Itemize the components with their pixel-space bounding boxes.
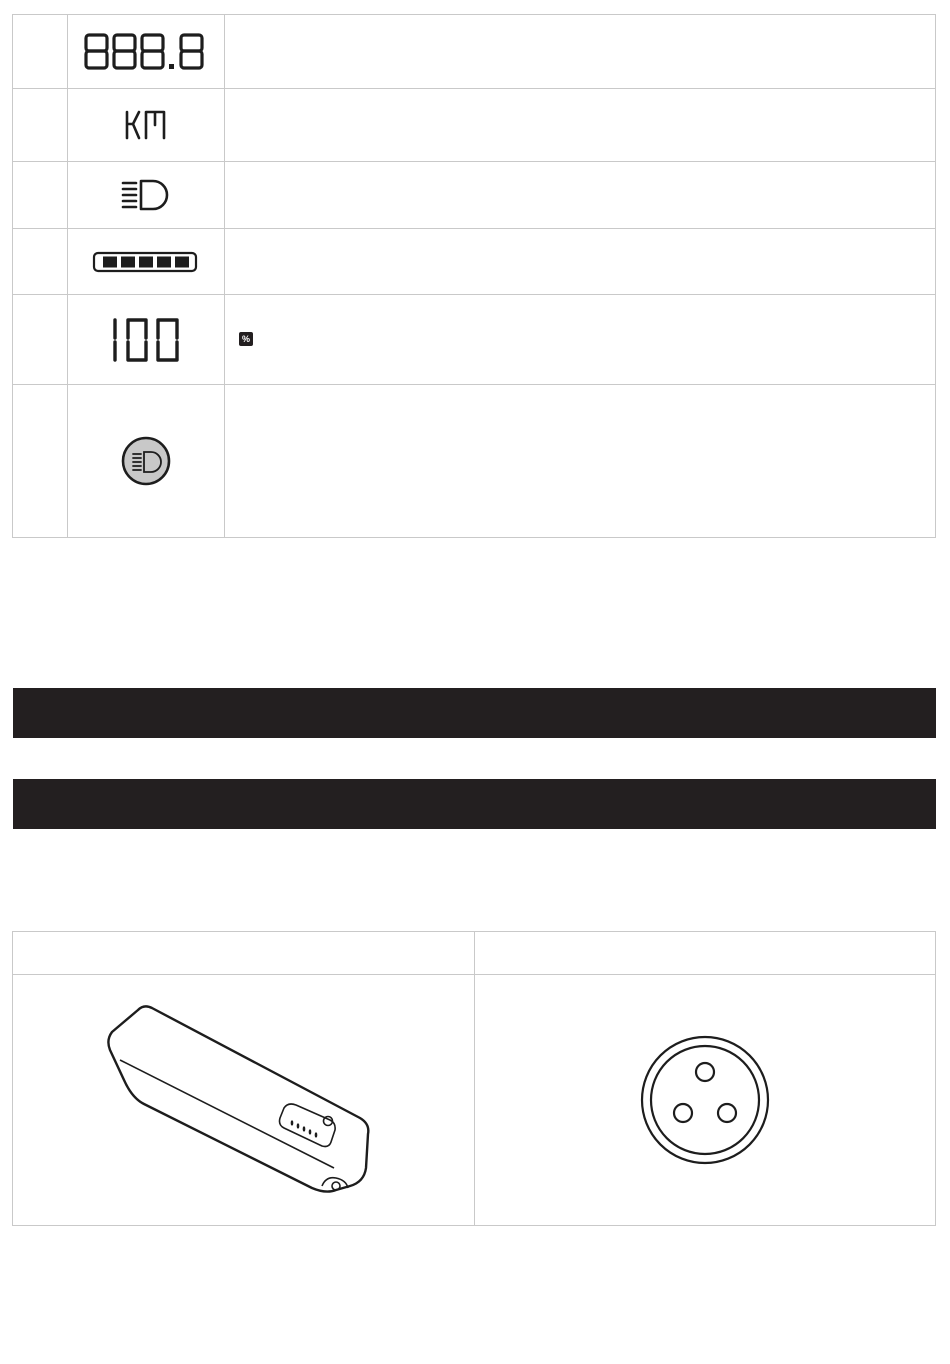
header-cell <box>474 932 936 975</box>
description-cell <box>225 15 936 89</box>
km-unit-icon <box>124 109 168 141</box>
icon-cell <box>68 295 225 385</box>
percent-badge: % <box>239 332 253 346</box>
description-cell <box>225 229 936 295</box>
table-row <box>13 162 936 229</box>
battery-segment <box>157 256 171 267</box>
description-cell <box>225 89 936 162</box>
row-number-cell <box>13 162 68 229</box>
display-icons-table <box>12 14 936 538</box>
charging-port-image-cell <box>474 975 936 1226</box>
battery-segment <box>103 256 117 267</box>
table-row <box>13 295 936 385</box>
battery-segment <box>175 256 189 267</box>
icon-cell <box>68 229 225 295</box>
table-row <box>13 229 936 295</box>
row-number-cell <box>13 229 68 295</box>
icon-cell <box>68 385 225 538</box>
icon-cell <box>68 15 225 89</box>
row-number-cell <box>13 15 68 89</box>
header-cell <box>13 932 475 975</box>
table-row <box>13 975 936 1226</box>
seven-segment-100-icon <box>109 316 183 364</box>
row-number-cell <box>13 385 68 538</box>
table-row <box>13 89 936 162</box>
table-header-row <box>13 932 936 975</box>
battery-pack-icon <box>98 1000 388 1200</box>
headlight-button-icon <box>120 435 172 487</box>
headlight-icon <box>120 178 172 212</box>
battery-level-icon <box>92 250 200 274</box>
battery-image-cell <box>13 975 475 1226</box>
description-cell <box>225 162 936 229</box>
row-number-cell <box>13 295 68 385</box>
icon-cell <box>68 162 225 229</box>
icon-cell <box>68 89 225 162</box>
subsection-heading-bar <box>13 779 936 829</box>
description-cell <box>225 385 936 538</box>
battery-charging-table <box>12 931 936 1226</box>
section-heading-bar <box>13 688 936 738</box>
table-row <box>13 385 936 538</box>
battery-segment <box>139 256 153 267</box>
table-row <box>13 15 936 89</box>
battery-segment <box>121 256 135 267</box>
three-pin-charging-port-icon <box>638 1033 772 1167</box>
description-cell <box>225 295 936 385</box>
row-number-cell <box>13 89 68 162</box>
seven-segment-8888-8-icon <box>83 32 209 72</box>
